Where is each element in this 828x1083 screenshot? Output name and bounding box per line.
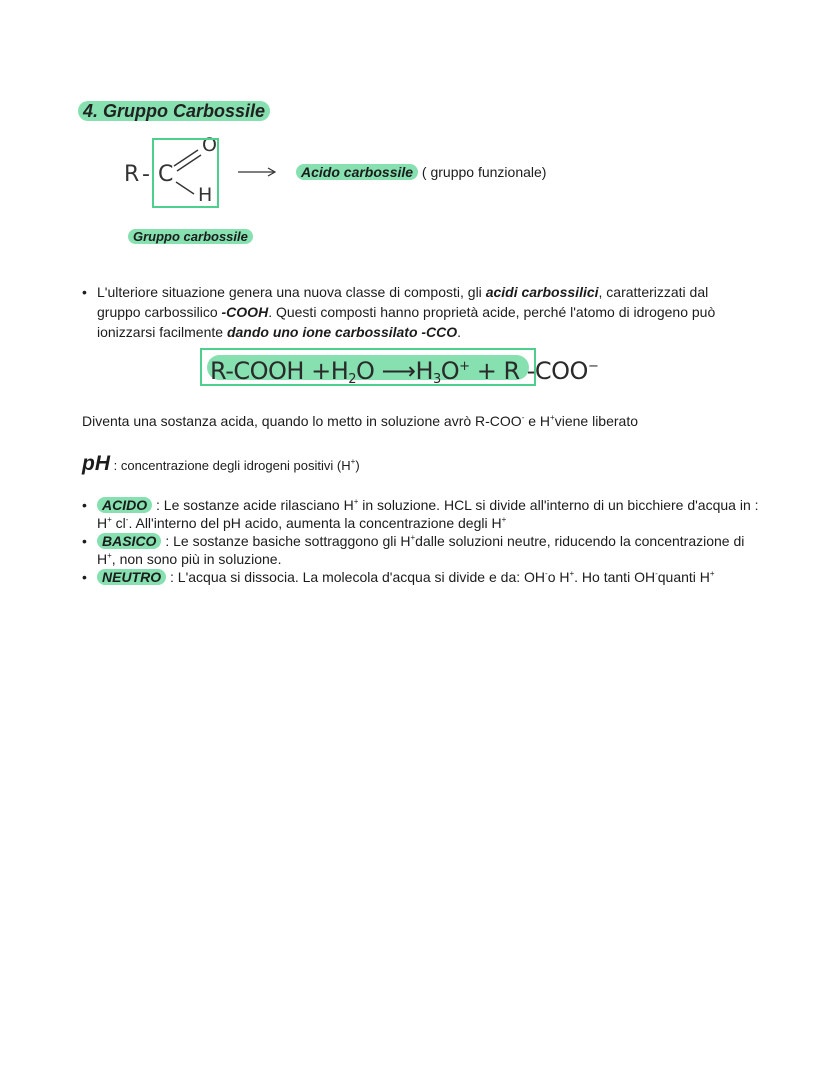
paragraph-text: L'ulteriore situazione genera una nuova classe di composti, gli acidi carbossilici, caratterizzati dal gruppo carbossilico -COOH. Questi composti hanno proprietà acide, perché l'atomo di idrogeno può ionizzarsi facilmente dando uno ione carbossilato -CCO. xyxy=(97,284,716,340)
structure-c: C xyxy=(158,162,174,187)
intro-paragraph xyxy=(82,282,752,342)
group-caption: Gruppo carbossile xyxy=(128,228,253,245)
structure-h: H xyxy=(198,184,213,206)
acid-label-highlight: Acido carbossile xyxy=(296,164,418,180)
structure-dash: - xyxy=(142,162,150,187)
bullet: • xyxy=(82,569,87,585)
bullet: • xyxy=(82,497,87,513)
acid-solution-line: Diventa una sostanza acida, quando lo metto in soluzione avrò R-COO- e H+viene liberato xyxy=(82,413,638,429)
equation-text: R-COOH $+H_2O$ $⟶H_3O^+ + R$ -COO− xyxy=(210,357,599,387)
equation-box xyxy=(200,348,599,387)
list-item-basico: • BASICO : Le sostanze basiche sottraggono gli H+dalle soluzioni neutre, riducendo la concentrazione di H+, non sono più in soluzione. xyxy=(82,533,745,567)
bullet: • xyxy=(82,284,87,300)
structure-r: R xyxy=(124,162,140,187)
bullet: • xyxy=(82,533,87,549)
structure-o: O xyxy=(202,134,217,156)
list-item-neutro: • NEUTRO : L'acqua si dissocia. La molecola d'acqua si divide e da: OH-o H+. Ho tanti OH-quanti H+ xyxy=(82,569,715,585)
tag-acido: ACIDO xyxy=(97,497,152,513)
acid-label xyxy=(296,163,546,181)
list-item-acido: • ACIDO : Le sostanze acide rilasciano H+ in soluzione. HCL si divide all'interno di un bicchiere d'acqua in : H+ cl-. All'interno del pH acido, aumenta la concentrazione degli H+ xyxy=(82,497,759,531)
ph-label: pH xyxy=(82,452,110,475)
arrow-icon xyxy=(236,164,280,180)
tag-basico: BASICO xyxy=(97,533,161,549)
section-title: 4. Gruppo Carbossile xyxy=(78,100,270,122)
tag-neutro: NEUTRO xyxy=(97,569,166,585)
acid-label-rest: ( gruppo funzionale) xyxy=(418,164,547,180)
structure-frame xyxy=(152,138,219,208)
ph-definition: pH : concentrazione degli idrogeni positivi (H+) xyxy=(82,452,360,475)
ph-list xyxy=(82,496,762,586)
